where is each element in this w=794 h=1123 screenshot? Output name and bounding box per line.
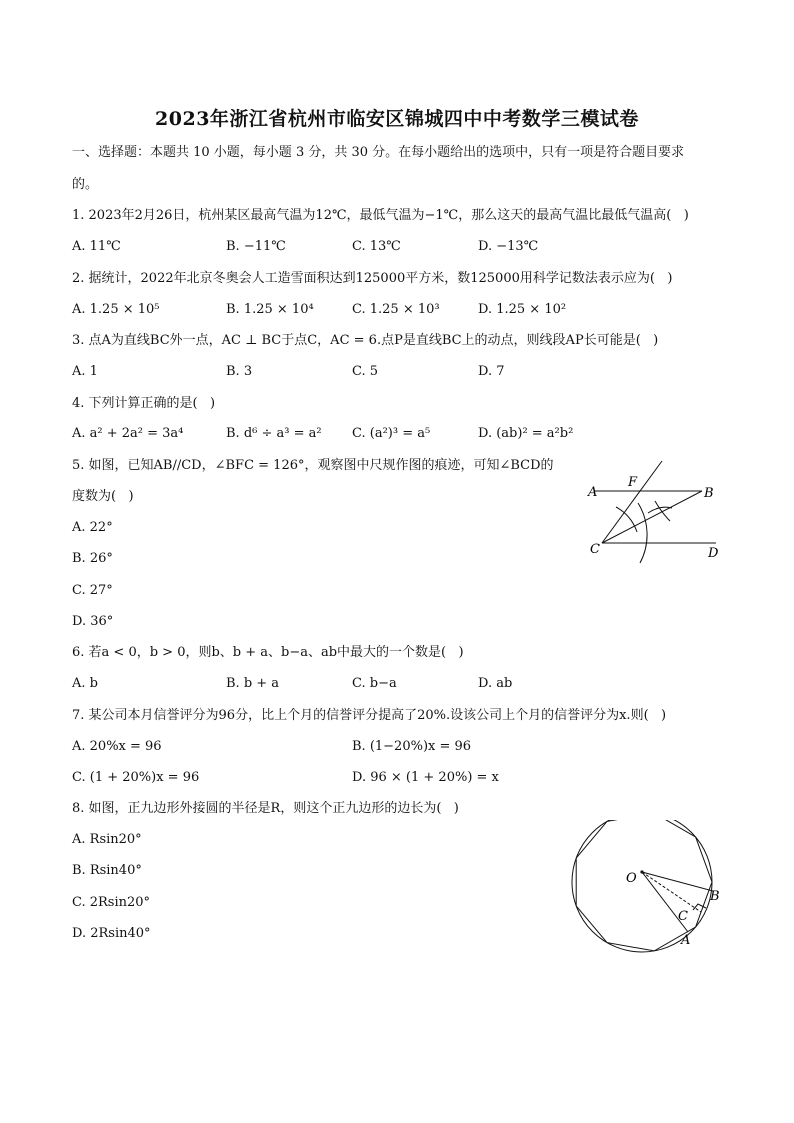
circumscribed-circle [572,820,712,952]
question-1-option-c: C. 13℃ [352,239,401,254]
label-d: D [708,546,719,561]
question-8-option-a: A. Rsin20° [72,832,142,847]
radius-ob [642,872,713,891]
question-7-option-a: A. 20%x = 96 [72,739,162,754]
question-8-figure [560,820,730,955]
question-2-stem: 2. 据统计，2022年北京冬奥会人工造雪面积达到125000平方米，数125000用科学记数法表示应为( ) [72,271,673,286]
question-4-option-b: B. d⁶ ÷ a³ = a² [226,426,322,441]
page-title: 2023年浙江省杭州市临安区锦城四中中考数学三模试卷 [155,108,639,130]
question-1-option-b: B. −11℃ [226,239,286,254]
question-7-option-c: C. (1 + 20%)x = 96 [72,770,200,785]
question-8-option-c: C. 2Rsin20° [72,895,151,910]
question-2-option-c: C. 1.25 × 10³ [352,302,440,317]
question-7-option-d: D. 96 × (1 + 20%) = x [352,770,499,785]
question-5-option-c: C. 27° [72,583,113,598]
question-1-stem: 1. 2023年2月26日，杭州某区最高气温为12℃，最低气温为−1℃，那么这天的最高气温比最低气温高( ) [72,208,689,223]
question-6-option-b: B. b + a [226,676,280,691]
question-6-option-c: C. b−a [352,676,397,691]
question-8-option-d: D. 2Rsin40° [72,926,151,941]
question-3-option-c: C. 5 [352,364,379,379]
section-heading-line2: 的。 [72,177,99,192]
question-2-option-b: B. 1.25 × 10⁴ [226,302,314,317]
section-heading-line1: 一、选择题：本题共 10 小题，每小题 3 分，共 30 分。在每小题给出的选项中，只有一项是符合题目要求 [72,145,685,160]
question-3-option-b: B. 3 [226,364,253,379]
question-3-option-d: D. 7 [478,364,505,379]
question-2-option-d: D. 1.25 × 10² [478,302,567,317]
question-5-figure [580,455,725,565]
label-b: B [710,889,720,904]
question-3-option-a: A. 1 [72,364,98,379]
label-o: O [626,871,637,886]
question-4-option-d: D. (ab)² = a²b² [478,426,574,441]
question-6-stem: 6. 若a < 0，b > 0，则b、b + a、b−a、ab中最大的一个数是( ) [72,645,464,660]
question-1-option-d: D. −13℃ [478,239,539,254]
label-a: A [588,485,598,500]
label-f: F [628,475,638,490]
question-2-option-a: A. 1.25 × 10⁵ [72,302,160,317]
question-3-stem: 3. 点A为直线BC外一点，AC ⊥ BC于点C，AC = 6.点P是直线BC上的动点，则线段AP长可能是( ) [72,333,659,348]
line-cf-extended [602,461,662,543]
line-cb [602,491,702,543]
question-5-option-d: D. 36° [72,614,114,629]
construction-arc-2 [638,503,647,563]
apothem-oc [642,872,701,912]
question-8-option-b: B. Rsin40° [72,863,142,878]
question-5-option-a: A. 22° [72,520,113,535]
question-4-stem: 4. 下列计算正确的是( ) [72,396,216,411]
question-7-stem: 7. 某公司本月信誉评分为96分，比上个月的信誉评分提高了20%.设该公司上个月的信誉评分为x.则( ) [72,708,667,723]
question-5-stem-line1: 5. 如图，已知AB//CD，∠BFC = 126°，观察图中尺规作图的痕迹，可知∠BCD的 [72,458,554,473]
question-8-stem: 8. 如图，正九边形外接圆的半径是R，则这个正九边形的边长为( ) [72,801,459,816]
label-c: C [678,909,688,924]
label-a: A [681,933,691,948]
question-7-option-b: B. (1−20%)x = 96 [352,739,472,754]
question-6-option-d: D. ab [478,676,513,691]
question-1-option-a: A. 11℃ [72,239,121,254]
question-6-option-a: A. b [72,676,98,691]
center-point [640,870,643,873]
question-4-option-c: C. (a²)³ = a⁵ [352,426,431,441]
question-5-stem-line2: 度数为( ) [72,489,134,504]
question-4-option-a: A. a² + 2a² = 3a⁴ [72,426,184,441]
label-c: C [590,542,600,557]
label-b: B [704,486,714,501]
question-5-option-b: B. 26° [72,551,113,566]
